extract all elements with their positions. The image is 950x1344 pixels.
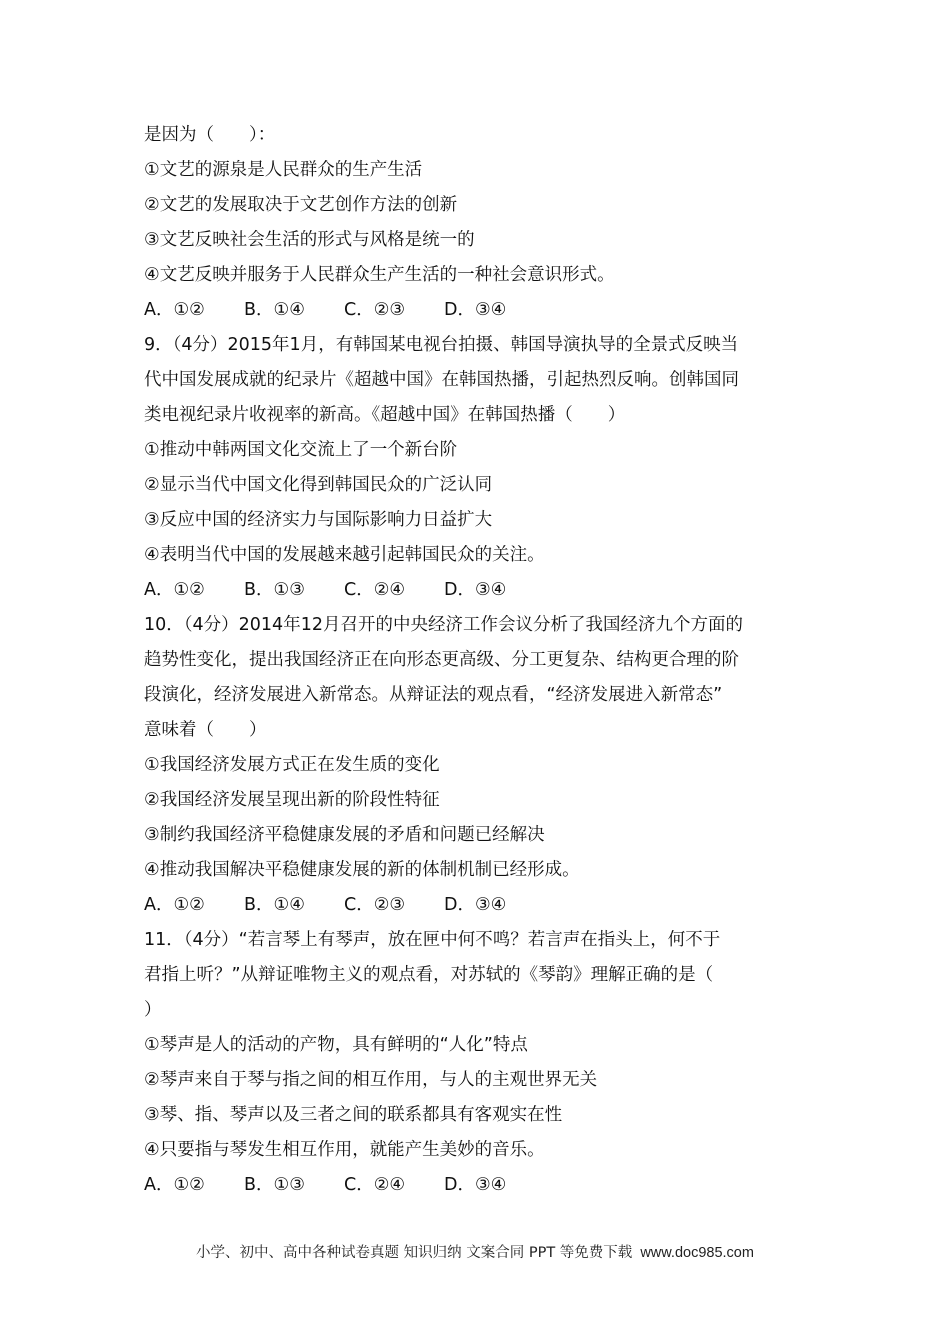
question-10-stem-line-2: 趋势性变化，提出我国经济正在向形态更高级、分工更复杂、结构更合理的阶 — [144, 650, 739, 670]
question-8-fragment — [144, 118, 809, 328]
statement-4: ④推动我国解决平稳健康发展的新的体制机制已经形成。 — [144, 860, 580, 880]
option-d: D．③④ — [444, 895, 507, 915]
option-b: B．①④ — [244, 300, 305, 320]
exam-content — [144, 118, 809, 1203]
answer-options — [144, 888, 809, 923]
option-b: B．①③ — [244, 1175, 305, 1195]
statement-1: ①文艺的源泉是人民群众的生产生活 — [144, 160, 423, 180]
question-9-stem-line-1: 9．（4分）2015年1月，有韩国某电视台拍摄、韩国导演执导的全景式反映当 — [144, 335, 739, 355]
answer-options — [144, 1168, 809, 1203]
statement-4: ④表明当代中国的发展越来越引起韩国民众的关注。 — [144, 545, 545, 565]
question-10-stem-line-1: 10．（4分）2014年12月召开的中央经济工作会议分析了我国经济九个方面的 — [144, 615, 743, 635]
footer-text: 小学、初中、高中各种试卷真题 知识归纳 文案合同 PPT 等免费下载 — [196, 1245, 633, 1261]
statement-2: ②文艺的发展取决于文艺创作方法的创新 — [144, 195, 458, 215]
question-10-stem-line-4: 意味着（ ） — [144, 720, 267, 740]
statement-3: ③琴、指、琴声以及三者之间的联系都具有客观实在性 — [144, 1105, 563, 1125]
statement-4: ④文艺反映并服务于人民群众生产生活的一种社会意识形式。 — [144, 265, 615, 285]
statement-3: ③反应中国的经济实力与国际影响力日益扩大 — [144, 510, 493, 530]
question-9-stem-line-2: 代中国发展成就的纪录片《超越中国》在韩国热播，引起热烈反响。创韩国同 — [144, 370, 739, 390]
option-a: A．①② — [144, 1175, 205, 1195]
statement-3: ③文艺反映社会生活的形式与风格是统一的 — [144, 230, 475, 250]
question-11-stem-line-1: 11．（4分）“若言琴上有琴声，放在匣中何不鸣？若言声在指头上，何不于 — [144, 930, 721, 950]
statement-3: ③制约我国经济平稳健康发展的矛盾和问题已经解决 — [144, 825, 545, 845]
option-a: A．①② — [144, 300, 205, 320]
option-d: D．③④ — [444, 300, 507, 320]
option-c: C．②③ — [344, 300, 406, 320]
question-10 — [144, 608, 809, 923]
page-footer — [0, 1241, 950, 1262]
statement-2: ②显示当代中国文化得到韩国民众的广泛认同 — [144, 475, 493, 495]
question-10-stem-line-3: 段演化，经济发展进入新常态。从辩证法的观点看，“经济发展进入新常态” — [144, 685, 723, 705]
question-11-stem-line-3: ） — [144, 1000, 162, 1020]
option-c: C．②④ — [344, 580, 406, 600]
option-b: B．①④ — [244, 895, 305, 915]
statement-2: ②我国经济发展呈现出新的阶段性特征 — [144, 790, 440, 810]
statement-1: ①我国经济发展方式正在发生质的变化 — [144, 755, 440, 775]
option-c: C．②③ — [344, 895, 406, 915]
question-9 — [144, 328, 809, 608]
question-11 — [144, 923, 809, 1203]
question-11-stem-line-2: 君指上听？”从辩证唯物主义的观点看，对苏轼的《琴韵》理解正确的是（ — [144, 965, 714, 985]
option-d: D．③④ — [444, 1175, 507, 1195]
footer-link[interactable]: www.doc985.com — [640, 1245, 754, 1261]
answer-options — [144, 573, 809, 608]
statement-1: ①推动中韩两国文化交流上了一个新台阶 — [144, 440, 458, 460]
statement-2: ②琴声来自于琴与指之间的相互作用，与人的主观世界无关 — [144, 1070, 598, 1090]
question-9-stem-line-3: 类电视纪录片收视率的新高。《超越中国》在韩国热播（ ） — [144, 405, 626, 425]
option-a: A．①② — [144, 580, 205, 600]
option-a: A．①② — [144, 895, 205, 915]
statement-1: ①琴声是人的活动的产物，具有鲜明的“人化”特点 — [144, 1035, 528, 1055]
option-c: C．②④ — [344, 1175, 406, 1195]
answer-options — [144, 293, 809, 328]
option-d: D．③④ — [444, 580, 507, 600]
statement-4: ④只要指与琴发生相互作用，就能产生美妙的音乐。 — [144, 1140, 545, 1160]
option-b: B．①③ — [244, 580, 305, 600]
question-stem-tail: 是因为（ ）： — [144, 125, 276, 145]
